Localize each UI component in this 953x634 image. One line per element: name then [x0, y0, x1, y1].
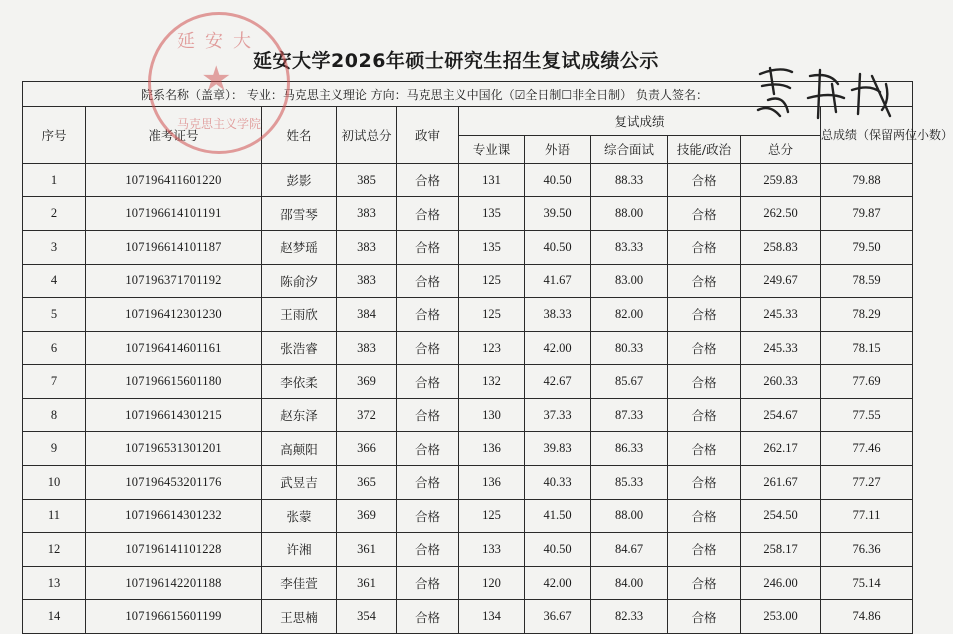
- cell-major: 120: [459, 566, 525, 600]
- cell-skill: 合格: [668, 163, 741, 197]
- cell-major: 134: [459, 600, 525, 634]
- seal-bottom-text: 马克思主义学院: [176, 117, 261, 131]
- cell-seq: 8: [23, 398, 86, 432]
- table-row: [23, 398, 913, 432]
- cell-major: 136: [459, 466, 525, 500]
- header-retest-total: 总分: [741, 135, 821, 163]
- cell-foreign: 42.00: [525, 331, 591, 365]
- cell-interview: 83.00: [591, 264, 668, 298]
- cell-ticket: 107196141101228: [86, 533, 262, 567]
- cell-skill: 合格: [668, 264, 741, 298]
- cell-ticket: 107196614101191: [86, 197, 262, 231]
- cell-political: 合格: [397, 466, 459, 500]
- header-ticket: 准考证号: [86, 107, 262, 164]
- cell-skill: 合格: [668, 533, 741, 567]
- cell-prelim: 372: [337, 398, 397, 432]
- cell-interview: 82.00: [591, 298, 668, 332]
- cell-final: 79.50: [821, 230, 913, 264]
- header-final: 总成绩（保留两位小数）: [821, 107, 913, 164]
- cell-foreign: 39.83: [525, 432, 591, 466]
- cell-seq: 14: [23, 600, 86, 634]
- table-row: [23, 365, 913, 399]
- cell-major: 135: [459, 197, 525, 231]
- cell-interview: 87.33: [591, 398, 668, 432]
- cell-seq: 2: [23, 197, 86, 231]
- cell-retest-total: 260.33: [741, 365, 821, 399]
- cell-prelim: 384: [337, 298, 397, 332]
- cell-skill: 合格: [668, 466, 741, 500]
- cell-ticket: 107196614101187: [86, 230, 262, 264]
- cell-foreign: 36.67: [525, 600, 591, 634]
- table-row: [23, 331, 913, 365]
- cell-seq: 12: [23, 533, 86, 567]
- cell-final: 76.36: [821, 533, 913, 567]
- cell-major: 125: [459, 499, 525, 533]
- table-row: [23, 566, 913, 600]
- seal-top-text: 延安大: [177, 31, 261, 52]
- cell-major: 131: [459, 163, 525, 197]
- cell-final: 78.15: [821, 331, 913, 365]
- cell-prelim: 383: [337, 331, 397, 365]
- cell-ticket: 107196412301230: [86, 298, 262, 332]
- table-row: [23, 432, 913, 466]
- cell-seq: 5: [23, 298, 86, 332]
- cell-major: 132: [459, 365, 525, 399]
- cell-interview: 88.00: [591, 197, 668, 231]
- cell-political: 合格: [397, 533, 459, 567]
- info-line: 院系名称（盖章）： 专业：马克思主义理论 方向：马克思主义中国化（☑全日制☐非全日制） 负责人签名：: [23, 82, 913, 107]
- cell-name: 张浩睿: [262, 331, 337, 365]
- page-title: 延安大学2026年硕士研究生招生复试成绩公示: [253, 50, 659, 72]
- cell-skill: 合格: [668, 230, 741, 264]
- cell-political: 合格: [397, 264, 459, 298]
- cell-seq: 9: [23, 432, 86, 466]
- cell-skill: 合格: [668, 365, 741, 399]
- cell-major: 136: [459, 432, 525, 466]
- cell-political: 合格: [397, 365, 459, 399]
- cell-interview: 82.33: [591, 600, 668, 634]
- cell-final: 79.88: [821, 163, 913, 197]
- cell-seq: 6: [23, 331, 86, 365]
- table-row: [23, 499, 913, 533]
- seal-star-icon: ★: [201, 59, 232, 99]
- cell-prelim: 366: [337, 432, 397, 466]
- cell-seq: 4: [23, 264, 86, 298]
- cell-name: 邵雪琴: [262, 197, 337, 231]
- table-row: [23, 533, 913, 567]
- cell-name: 武昱吉: [262, 466, 337, 500]
- cell-retest-total: 245.33: [741, 331, 821, 365]
- cell-ticket: 107196453201176: [86, 466, 262, 500]
- cell-retest-total: 249.67: [741, 264, 821, 298]
- cell-political: 合格: [397, 600, 459, 634]
- cell-prelim: 365: [337, 466, 397, 500]
- cell-political: 合格: [397, 230, 459, 264]
- header-skill: 技能/政治: [668, 135, 741, 163]
- cell-final: 75.14: [821, 566, 913, 600]
- cell-retest-total: 259.83: [741, 163, 821, 197]
- header-name: 姓名: [262, 107, 337, 164]
- cell-final: 74.86: [821, 600, 913, 634]
- score-table: [22, 81, 953, 634]
- cell-political: 合格: [397, 432, 459, 466]
- cell-foreign: 42.67: [525, 365, 591, 399]
- cell-name: 彭影: [262, 163, 337, 197]
- cell-skill: 合格: [668, 197, 741, 231]
- header-prelim: 初试总分: [337, 107, 397, 164]
- table-row: [23, 197, 913, 231]
- cell-seq: 11: [23, 499, 86, 533]
- cell-ticket: 107196614301215: [86, 398, 262, 432]
- cell-prelim: 361: [337, 566, 397, 600]
- cell-foreign: 41.50: [525, 499, 591, 533]
- cell-political: 合格: [397, 398, 459, 432]
- cell-interview: 84.67: [591, 533, 668, 567]
- cell-interview: 88.33: [591, 163, 668, 197]
- cell-seq: 10: [23, 466, 86, 500]
- cell-name: 王思楠: [262, 600, 337, 634]
- cell-name: 赵东泽: [262, 398, 337, 432]
- cell-interview: 80.33: [591, 331, 668, 365]
- info-row: [23, 82, 913, 107]
- cell-political: 合格: [397, 331, 459, 365]
- header-major: 专业课: [459, 135, 525, 163]
- cell-ticket: 107196614301232: [86, 499, 262, 533]
- cell-political: 合格: [397, 298, 459, 332]
- cell-final: 77.46: [821, 432, 913, 466]
- cell-political: 合格: [397, 197, 459, 231]
- cell-skill: 合格: [668, 432, 741, 466]
- cell-prelim: 383: [337, 264, 397, 298]
- cell-ticket: 107196371701192: [86, 264, 262, 298]
- cell-interview: 85.33: [591, 466, 668, 500]
- cell-skill: 合格: [668, 499, 741, 533]
- cell-name: 高颠阳: [262, 432, 337, 466]
- cell-interview: 88.00: [591, 499, 668, 533]
- header-interview: 综合面试: [591, 135, 668, 163]
- cell-interview: 84.00: [591, 566, 668, 600]
- cell-ticket: 107196615601199: [86, 600, 262, 634]
- header-foreign: 外语: [525, 135, 591, 163]
- cell-prelim: 361: [337, 533, 397, 567]
- cell-retest-total: 262.17: [741, 432, 821, 466]
- cell-skill: 合格: [668, 600, 741, 634]
- cell-prelim: 369: [337, 365, 397, 399]
- cell-name: 李依柔: [262, 365, 337, 399]
- cell-ticket: 107196414601161: [86, 331, 262, 365]
- cell-retest-total: 261.67: [741, 466, 821, 500]
- cell-final: 78.59: [821, 264, 913, 298]
- cell-final: 78.29: [821, 298, 913, 332]
- table-row: [23, 600, 913, 634]
- cell-political: 合格: [397, 499, 459, 533]
- cell-final: 79.87: [821, 197, 913, 231]
- cell-name: 许湘: [262, 533, 337, 567]
- cell-skill: 合格: [668, 298, 741, 332]
- cell-major: 130: [459, 398, 525, 432]
- cell-name: 赵梦瑶: [262, 230, 337, 264]
- cell-skill: 合格: [668, 566, 741, 600]
- cell-prelim: 369: [337, 499, 397, 533]
- cell-retest-total: 246.00: [741, 566, 821, 600]
- cell-foreign: 39.50: [525, 197, 591, 231]
- cell-retest-total: 258.17: [741, 533, 821, 567]
- cell-prelim: 385: [337, 163, 397, 197]
- cell-skill: 合格: [668, 331, 741, 365]
- cell-foreign: 40.50: [525, 163, 591, 197]
- cell-final: 77.69: [821, 365, 913, 399]
- header-seq: 序号: [23, 107, 86, 164]
- cell-retest-total: 254.67: [741, 398, 821, 432]
- cell-seq: 7: [23, 365, 86, 399]
- cell-foreign: 37.33: [525, 398, 591, 432]
- table-row: [23, 163, 913, 197]
- cell-foreign: 41.67: [525, 264, 591, 298]
- cell-ticket: 107196531301201: [86, 432, 262, 466]
- table-row: [23, 466, 913, 500]
- cell-retest-total: 258.83: [741, 230, 821, 264]
- header-row-1: [23, 107, 913, 135]
- cell-ticket: 107196142201188: [86, 566, 262, 600]
- cell-name: 张蒙: [262, 499, 337, 533]
- cell-major: 135: [459, 230, 525, 264]
- cell-foreign: 38.33: [525, 298, 591, 332]
- cell-seq: 3: [23, 230, 86, 264]
- cell-prelim: 383: [337, 230, 397, 264]
- cell-name: 李佳萱: [262, 566, 337, 600]
- cell-political: 合格: [397, 163, 459, 197]
- cell-final: 77.55: [821, 398, 913, 432]
- table-row: [23, 264, 913, 298]
- cell-prelim: 383: [337, 197, 397, 231]
- cell-foreign: 40.50: [525, 533, 591, 567]
- header-political: 政审: [397, 107, 459, 164]
- cell-retest-total: 262.50: [741, 197, 821, 231]
- cell-final: 77.11: [821, 499, 913, 533]
- cell-major: 123: [459, 331, 525, 365]
- cell-major: 133: [459, 533, 525, 567]
- cell-seq: 1: [23, 163, 86, 197]
- cell-skill: 合格: [668, 398, 741, 432]
- cell-final: 77.27: [821, 466, 913, 500]
- cell-political: 合格: [397, 566, 459, 600]
- cell-interview: 85.67: [591, 365, 668, 399]
- cell-seq: 13: [23, 566, 86, 600]
- cell-interview: 83.33: [591, 230, 668, 264]
- cell-foreign: 40.33: [525, 466, 591, 500]
- cell-major: 125: [459, 264, 525, 298]
- header-retest: 复试成绩: [459, 107, 821, 135]
- cell-foreign: 40.50: [525, 230, 591, 264]
- cell-name: 王雨欣: [262, 298, 337, 332]
- cell-interview: 86.33: [591, 432, 668, 466]
- cell-retest-total: 245.33: [741, 298, 821, 332]
- cell-major: 125: [459, 298, 525, 332]
- cell-retest-total: 253.00: [741, 600, 821, 634]
- cell-retest-total: 254.50: [741, 499, 821, 533]
- cell-prelim: 354: [337, 600, 397, 634]
- cell-foreign: 42.00: [525, 566, 591, 600]
- cell-name: 陈俞汐: [262, 264, 337, 298]
- table-row: [23, 230, 913, 264]
- cell-ticket: 107196615601180: [86, 365, 262, 399]
- cell-ticket: 107196411601220: [86, 163, 262, 197]
- table-row: [23, 298, 913, 332]
